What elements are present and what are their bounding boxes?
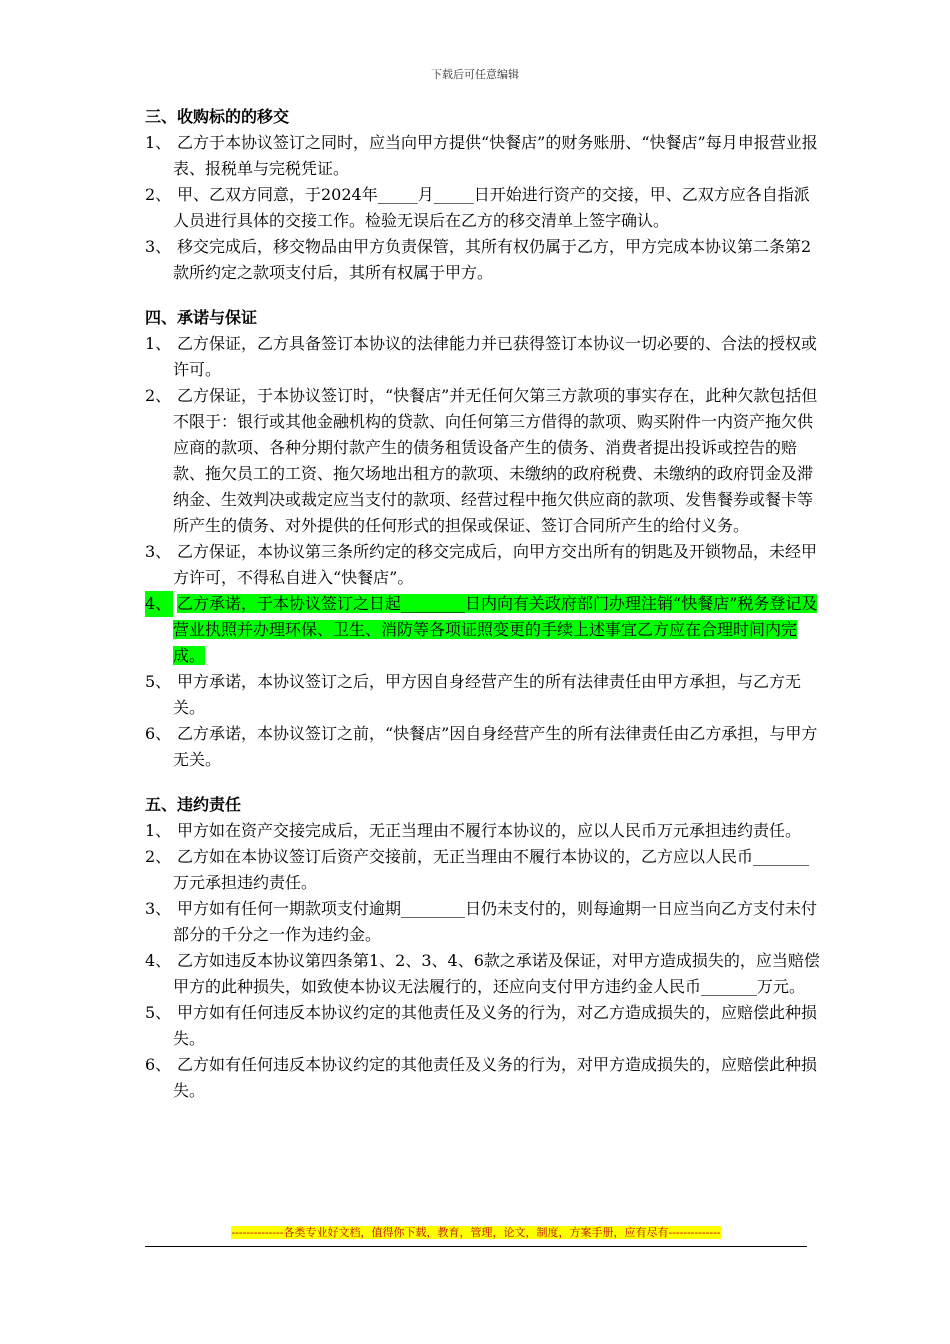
- section-warranties: [145, 305, 820, 773]
- item-number: 2、: [145, 386, 172, 405]
- item-number: 1、: [145, 133, 172, 152]
- item-number: 5、: [145, 672, 172, 691]
- highlighted-text: 乙方承诺，于本协议签订之日起________日内向有关政府部门办理: [177, 594, 642, 613]
- section-transfer: [145, 104, 820, 286]
- list-item: [145, 669, 820, 721]
- item-number: 1、: [145, 821, 172, 840]
- list-item: [145, 896, 820, 948]
- list-item: [145, 844, 820, 896]
- item-number: 1、: [145, 334, 172, 353]
- item-number: 4、: [145, 951, 172, 970]
- section-title: 四、承诺与保证: [145, 308, 258, 327]
- section-title: 五、违约责任: [145, 795, 242, 814]
- list-item: [145, 1052, 820, 1104]
- list-item: [145, 182, 820, 234]
- list-item: [145, 948, 820, 1000]
- item-text: 乙方保证，乙方具备签订本协议的法律能力并已获得签订本协议一切必要的、合法的授权或许可。: [173, 334, 818, 379]
- item-number: 5、: [145, 1003, 172, 1022]
- item-text: 乙方如在本协议签订后资产交接前，无正当理由不履行本协议的，乙方应以人民币_______万元承担违约责任。: [173, 847, 810, 892]
- item-number: 3、: [145, 542, 172, 561]
- highlighted-list-item: [145, 591, 820, 669]
- item-text: 乙方承诺，本协议签订之前，“快餐店”因自身经营产生的所有法律责任由乙方承担，与甲方无关。: [173, 724, 818, 769]
- list-item: [145, 234, 820, 286]
- item-number: 4、: [145, 591, 173, 617]
- item-text: 甲方如有任何违反本协议约定的其他责任及义务的行为，对乙方造成损失的，应赔偿此种损失。: [173, 1003, 818, 1048]
- item-text: 甲方承诺，本协议签订之后，甲方因自身经营产生的所有法律责任由甲方承担，与乙方无关。: [173, 672, 802, 717]
- item-text: 乙方如违反本协议第四条第1、2、3、4、6款之承诺及保证，对甲方造成损失的，应当赔偿甲方的此种损失，如致使本协议无法履行的，还应向支付甲方违约金人民币_______万元。: [173, 951, 820, 996]
- item-text: 乙方于本协议签订之同时，应当向甲方提供“快餐店”的财务账册、“快餐店”每月申报营业报表、报税单与完税凭证。: [173, 133, 818, 178]
- item-text: 乙方如有任何违反本协议约定的其他责任及义务的行为，对甲方造成损失的，应赔偿此种损失。: [173, 1055, 818, 1100]
- item-number: 6、: [145, 724, 172, 743]
- page-footer: [145, 1226, 807, 1247]
- list-item: [145, 721, 820, 773]
- item-text: [173, 591, 820, 669]
- footer-banner-text: --------------各类专业好文档，值得你下载，教育，管理，论文，制度，方案手册，应有尽有--------------: [231, 1226, 721, 1239]
- section-liability: [145, 792, 820, 1104]
- item-number: 2、: [145, 847, 172, 866]
- item-text: 移交完成后，移交物品由甲方负责保管，其所有权仍属于乙方，甲方完成本协议第二条第2款所约定之款项支付后，其所有权属于甲方。: [173, 237, 812, 282]
- item-number: 3、: [145, 899, 172, 918]
- section-title: 三、收购标的的移交: [145, 107, 290, 126]
- item-number: 3、: [145, 237, 172, 256]
- list-item: [145, 383, 820, 539]
- item-text: 甲方如有任何一期款项支付逾期________日仍未支付的，则每逾期一日应当向乙方支付未付部分的千分之一作为违约金。: [173, 899, 818, 944]
- page-header: 下载后可任意编辑: [431, 68, 519, 81]
- item-text: 乙方保证，于本协议签订时，“快餐店”并无任何欠第三方款项的事实存在，此种欠款包括但不限于：银行或其他金融机构的贷款、向任何第三方借得的款项、购买附件一内资产拖欠供应商的款项、各种分期付款产生的债务租赁设备产生的债务、消费者提出投诉或控告的赔款、拖欠员工的工资、拖欠场地出租方的款项、未缴纳的政府税费、未缴纳的政府罚金及滞纳金、生效判决或裁定应当支付的款项、经营过程中拖欠供应商的款项、发售餐券或餐卡等所产生的债务、对外提供的任何形式的担保或保证、签订合同所产生的给付义务。: [173, 386, 818, 535]
- list-item: [145, 1000, 820, 1052]
- item-text: 甲、乙双方同意，于2024年_____月_____日开始进行资产的交接，甲、乙双方应各自指派人员进行具体的交接工作。检验无误后在乙方的移交清单上签字确认。: [173, 185, 810, 230]
- highlighted-text: 注销“快餐店”税务登记及营业执照并办理环保、卫生、消防等各项证照变更的手续上述事宜乙方应在合理时间内完成。: [173, 594, 818, 665]
- item-number: 6、: [145, 1055, 172, 1074]
- list-item: [145, 331, 820, 383]
- list-item: [145, 130, 820, 182]
- item-text: 甲方如在资产交接完成后，无正当理由不履行本协议的，应以人民币万元承担违约责任。: [177, 821, 802, 840]
- item-text: 乙方保证，本协议第三条所约定的移交完成后，向甲方交出所有的钥匙及开锁物品，未经甲方许可，不得私自进入“快餐店”。: [173, 542, 818, 587]
- list-item: [145, 539, 820, 591]
- document-body: [145, 104, 820, 1123]
- list-item: [145, 818, 820, 844]
- item-number: 2、: [145, 185, 172, 204]
